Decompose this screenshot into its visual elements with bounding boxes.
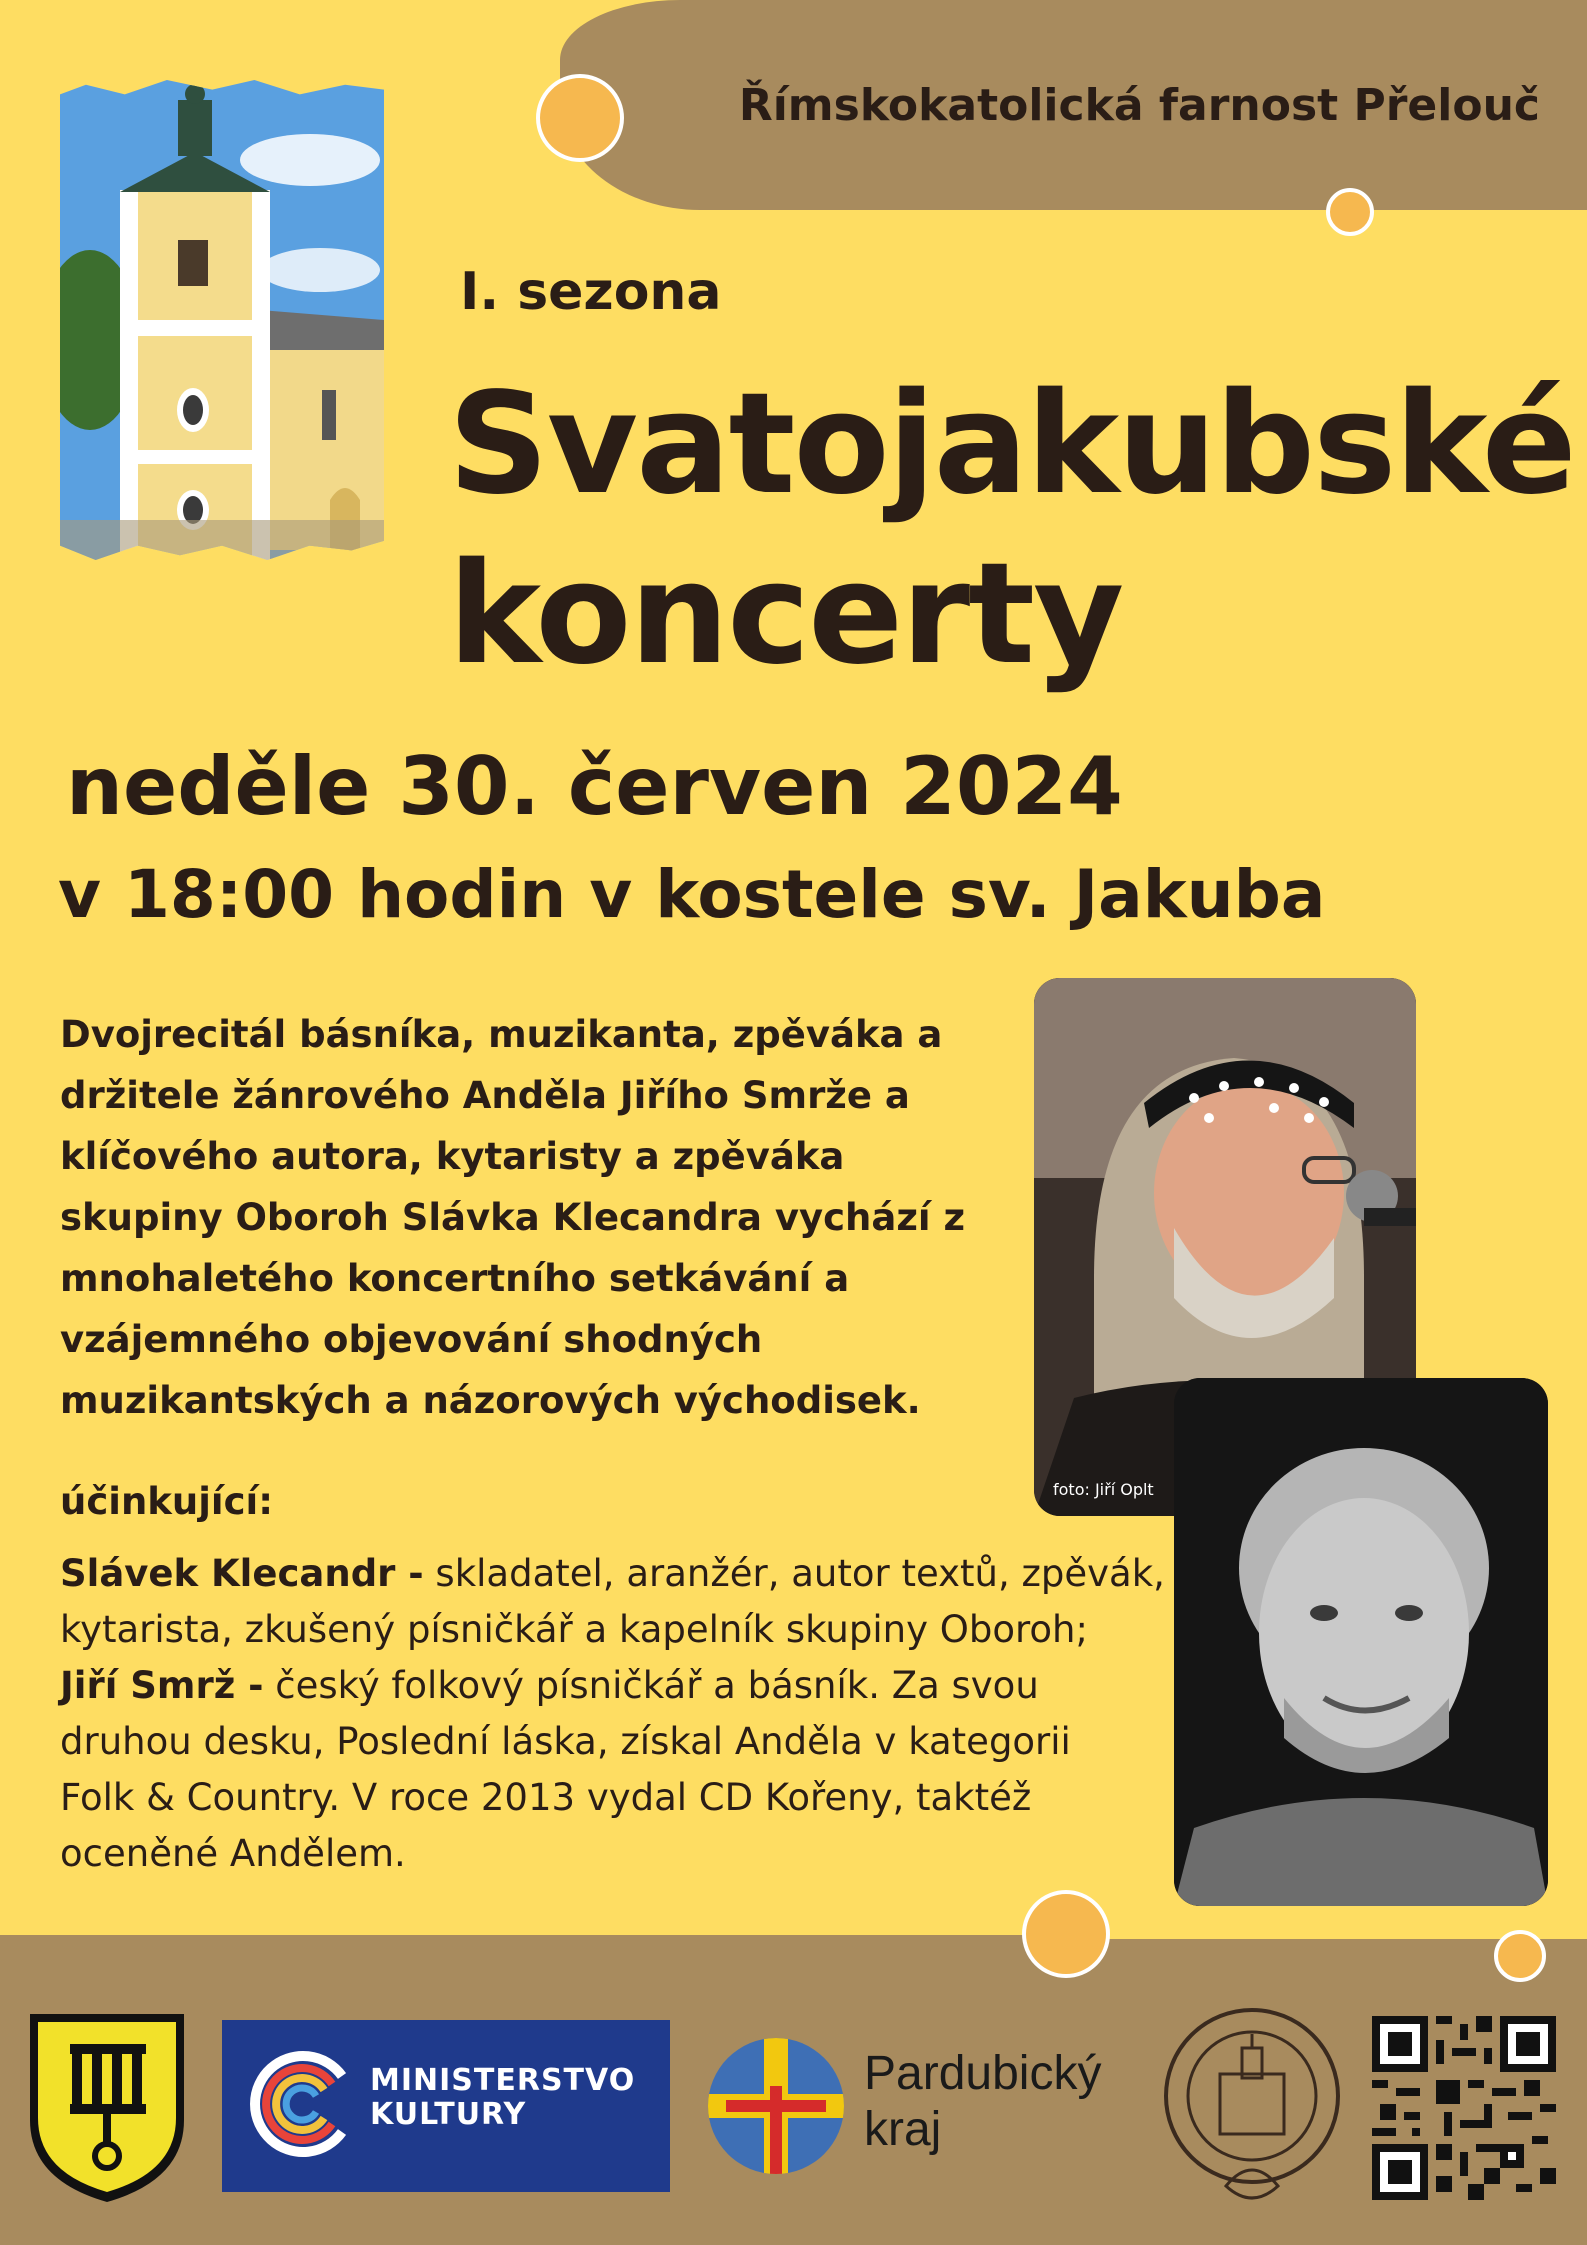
ministry-line2: KULTURY: [370, 2097, 527, 2132]
performer-text: kytarista, zkušený písničkář a kapelník skupiny Oboroh;: [60, 1608, 1088, 1651]
pardubice-region-text: [864, 2046, 1101, 2158]
qr-code[interactable]: [1372, 2016, 1556, 2200]
event-title-line1: Svatojakubské: [448, 363, 1575, 526]
season-label: I. sezona: [460, 262, 722, 322]
decorative-dot: [1494, 1930, 1546, 1982]
ministry-line1: MINISTERSTVO: [370, 2063, 636, 2098]
performer-name: Slávek Klecandr -: [60, 1552, 424, 1595]
ministry-culture-text: [370, 2064, 635, 2132]
description-line: držitele žánrového Anděla Jiřího Smrže a: [60, 1074, 910, 1117]
description-line: muzikantských a názorových východisek.: [60, 1379, 921, 1422]
performer-text: oceněné Andělem.: [60, 1832, 406, 1875]
performer-text: český folkový písničkář a básník. Za svou: [263, 1664, 1039, 1707]
event-title-line2: koncerty: [448, 533, 1123, 696]
performer-text: skladatel, aranžér, autor textů, zpěvák,: [423, 1552, 1165, 1595]
event-time-place: v 18:00 hodin v kostele sv. Jakuba: [58, 856, 1326, 933]
performer-text: druhou desku, Poslední láska, získal Anděla v kategorii: [60, 1720, 1071, 1763]
event-title: [448, 360, 1575, 700]
parish-name: Římskokatolická farnost Přelouč: [738, 80, 1540, 131]
town-coat-of-arms-logo: [26, 2010, 188, 2206]
performers-heading: účinkující:: [60, 1480, 274, 1523]
pardubice-region-emblem: [706, 2036, 846, 2176]
performer-entry: [60, 1546, 1180, 1602]
performer-photo-klecandr: [1174, 1378, 1548, 1906]
decorative-dot: [1022, 1890, 1110, 1978]
ministry-culture-emblem: [246, 2046, 362, 2162]
description-line: mnohaletého koncertního setkávání a: [60, 1257, 850, 1300]
description-line: vzájemného objevování shodných: [60, 1318, 763, 1361]
region-line2: kraj: [864, 2103, 942, 2156]
performer-name: Jiří Smrž -: [60, 1664, 264, 1707]
region-line1: Pardubický: [864, 2047, 1102, 2100]
performer-entry: [60, 1658, 1180, 1714]
decorative-dot: [1326, 188, 1374, 236]
description-line: Dvojrecitál básníka, muzikanta, zpěváka a: [60, 1013, 943, 1056]
photo-credit: foto: Jiří Oplt: [1053, 1480, 1154, 1499]
decorative-dot: [536, 74, 624, 162]
parish-seal-logo: [1160, 2004, 1344, 2210]
event-date: neděle 30. červen 2024: [66, 740, 1123, 833]
event-description: [60, 1004, 1040, 1431]
church-photo: [60, 80, 384, 560]
performers-list: [60, 1546, 1180, 1882]
description-line: klíčového autora, kytaristy a zpěváka: [60, 1135, 845, 1178]
performer-text: Folk & Country. V roce 2013 vydal CD Kořeny, taktéž: [60, 1776, 1032, 1819]
description-line: skupiny Oboroh Slávka Klecandra vychází z: [60, 1196, 965, 1239]
